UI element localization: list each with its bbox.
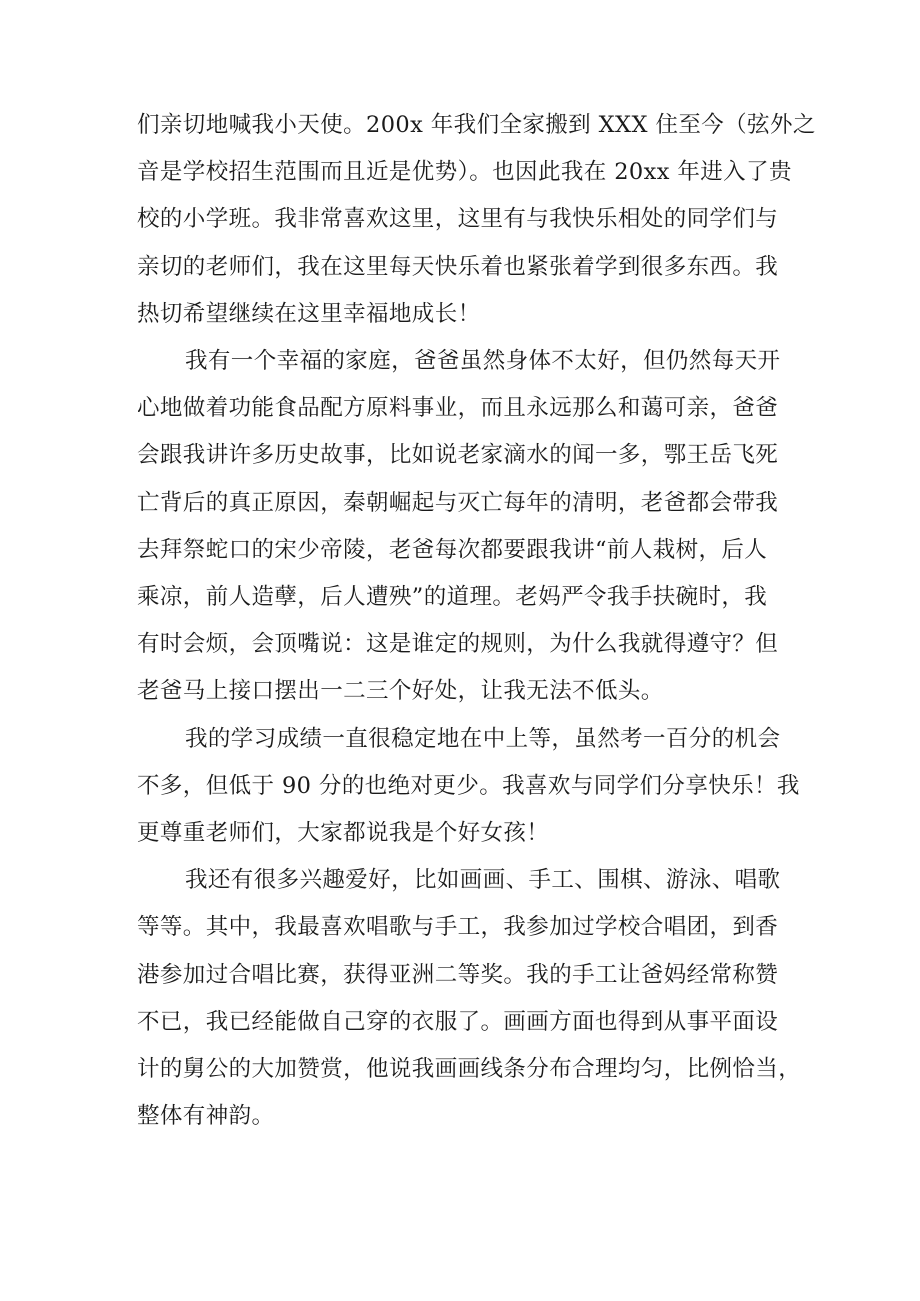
paragraph-line: 更尊重老师们，大家都说我是个好女孩！: [137, 820, 550, 847]
paragraph-3: [137, 716, 800, 858]
paragraph-line: 我的学习成绩一直很稳定地在中上等，虽然考一百分的机会: [185, 725, 781, 752]
paragraph-line: 乘凉，前人造孽，后人遭殃”的道理。老妈严令我手扶碗时，我: [137, 584, 768, 611]
paragraph-line: 老爸马上接口摆出一二三个好处，让我无法不低头。: [137, 678, 664, 705]
paragraph-line: 亡背后的真正原因，秦朝崛起与灭亡每年的清明，老爸都会带我: [137, 489, 779, 516]
paragraph-line: 热切希望继续在这里幸福地成长！: [137, 300, 481, 327]
paragraph-1: [137, 102, 816, 338]
paragraph-line: 整体有神韵。: [137, 1103, 275, 1130]
document-body: [137, 102, 816, 1140]
paragraph-line: 亲切的老师们，我在这里每天快乐着也紧张着学到很多东西。我: [137, 253, 779, 280]
paragraph-4: [137, 857, 802, 1140]
paragraph-line: 心地做着功能食品配方原料事业，而且永远那么和蔼可亲，爸爸: [137, 395, 779, 422]
paragraph-line: 不已，我已经能做自己穿的衣服了。画画方面也得到从事平面设: [137, 1008, 779, 1035]
paragraph-line: 音是学校招生范围而且近是优势）。也因此我在 20xx 年进入了贵: [137, 159, 792, 186]
paragraph-2: [137, 338, 797, 716]
paragraph-line: 去拜祭蛇口的宋少帝陵，老爸每次都要跟我讲“前人栽树，后人: [137, 536, 768, 563]
paragraph-line: 不多，但低于 90 分的也绝对更少。我喜欢与同学们分享快乐！我: [137, 772, 800, 799]
paragraph-line: 我还有很多兴趣爱好，比如画画、手工、围棋、游泳、唱歌: [185, 867, 781, 894]
paragraph-line: 们亲切地喊我小天使。200x 年我们全家搬到 XXX 住至今（弦外之: [137, 112, 816, 138]
paragraph-line: 校的小学班。我非常喜欢这里，这里有与我快乐相处的同学们与: [137, 206, 779, 233]
paragraph-line: 有时会烦，会顶嘴说：这是谁定的规则，为什么我就得遵守？但: [137, 631, 779, 658]
paragraph-line: 等等。其中，我最喜欢唱歌与手工，我参加过学校合唱团，到香: [137, 914, 779, 941]
paragraph-line: 我有一个幸福的家庭，爸爸虽然身体不太好，但仍然每天开: [185, 348, 781, 375]
paragraph-line: 会跟我讲许多历史故事，比如说老家滴水的闻一多，鄂王岳飞死: [137, 442, 779, 469]
paragraph-line: 港参加过合唱比赛，获得亚洲二等奖。我的手工让爸妈经常称赞: [137, 961, 779, 988]
paragraph-line: 计的舅公的大加赞赏，他说我画画线条分布合理均匀，比例恰当，: [137, 1056, 802, 1083]
